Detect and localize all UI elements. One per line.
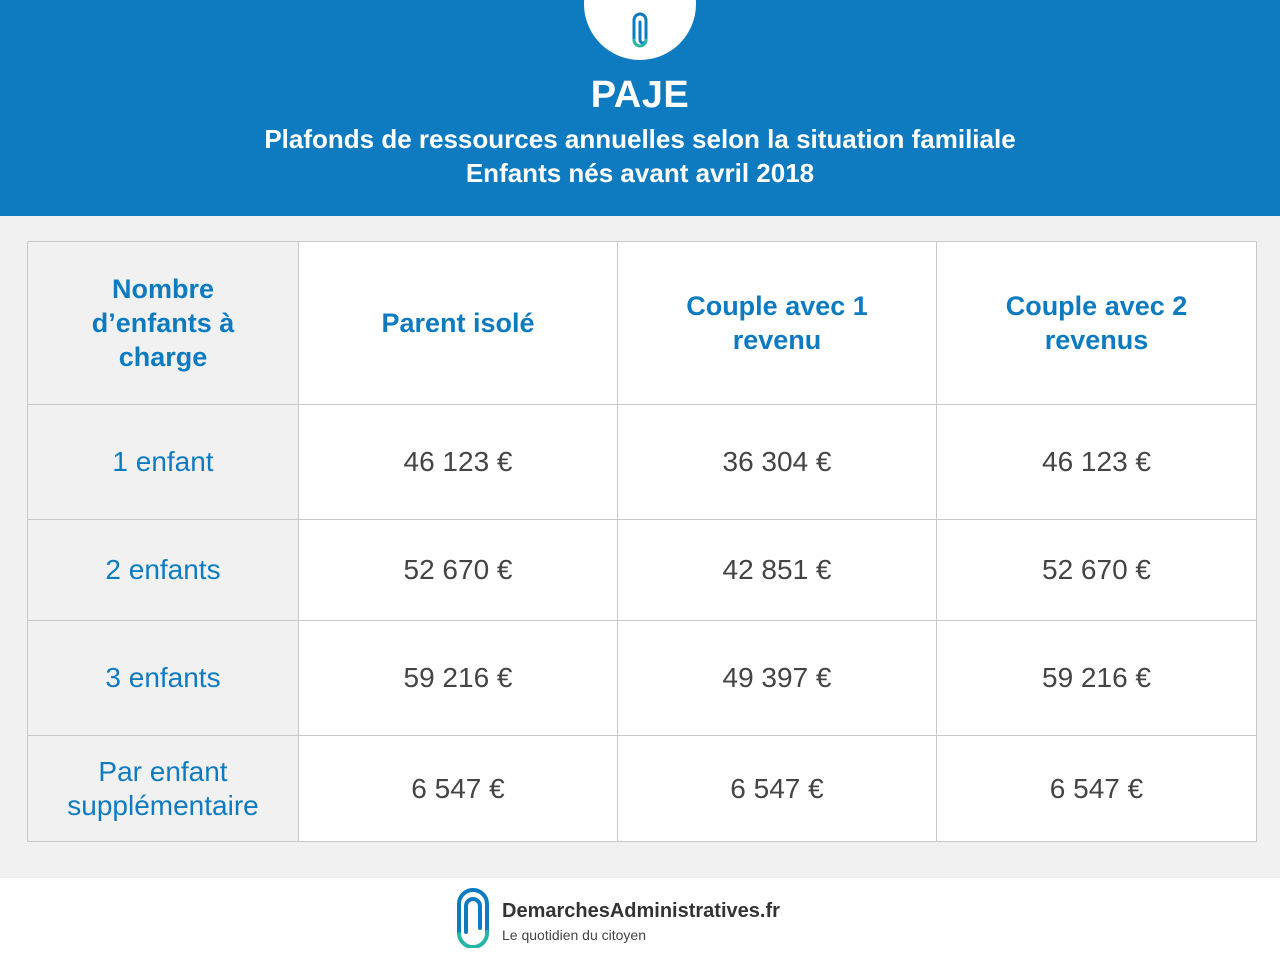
table-cell: 42 851 € (618, 520, 937, 621)
table-cell: 46 123 € (299, 405, 618, 520)
row-label: Par enfant supplémentaire (28, 736, 299, 842)
table-header-row (28, 242, 1257, 405)
table-cell: 52 670 € (937, 520, 1257, 621)
table-row (28, 736, 1257, 842)
column-header-children: Nombre d’enfants à charge (28, 242, 299, 405)
page-title: PAJE (590, 74, 690, 116)
table-cell: 52 670 € (299, 520, 618, 621)
table-row (28, 621, 1257, 736)
table-cell: 36 304 € (618, 405, 937, 520)
column-header-single-parent: Parent isolé (299, 242, 618, 405)
row-label: 2 enfants (28, 520, 299, 621)
table-cell: 6 547 € (299, 736, 618, 842)
table-cell: 46 123 € (937, 405, 1257, 520)
table-cell: 49 397 € (618, 621, 937, 736)
table-cell: 59 216 € (937, 621, 1257, 736)
footer-tagline: Le quotidien du citoyen (502, 927, 646, 943)
page-subtitle: Plafonds de ressources annuelles selon la situation familiale (264, 124, 1016, 154)
row-label: 3 enfants (28, 621, 299, 736)
table-cell: 6 547 € (618, 736, 937, 842)
table-cell: 6 547 € (937, 736, 1257, 842)
footer (0, 878, 1280, 960)
logo-badge (584, 0, 696, 60)
column-header-couple-one-income: Couple avec 1 revenu (618, 242, 937, 405)
income-ceiling-table (27, 241, 1257, 842)
paperclip-icon (625, 10, 655, 50)
page-subtitle-date: Enfants nés avant avril 2018 (465, 158, 815, 188)
footer-brand: DemarchesAdministratives.fr (502, 900, 780, 922)
table-row (28, 520, 1257, 621)
paperclip-icon (451, 888, 495, 948)
header-banner (0, 0, 1280, 216)
table-cell: 59 216 € (299, 621, 618, 736)
table-row (28, 405, 1257, 520)
row-label: 1 enfant (28, 405, 299, 520)
column-header-couple-two-incomes: Couple avec 2 revenus (937, 242, 1257, 405)
